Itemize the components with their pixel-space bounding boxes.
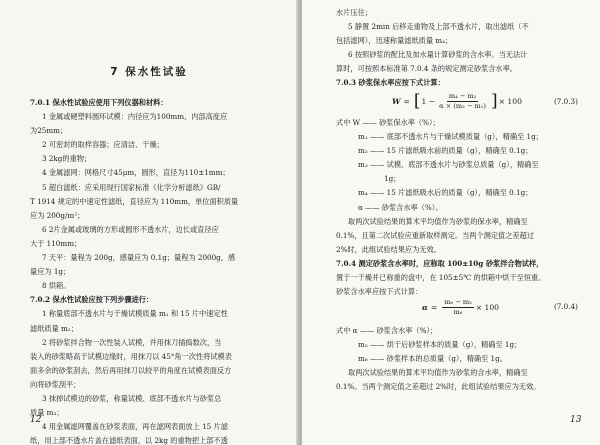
text-line: 0.1%。当两个测定值之差超过 2%时，此组试验结果应为无效。 [336,382,541,392]
right-page-middle [336,116,594,299]
text-line: 4 金属滤网：网格尺寸45μm，圆形，直径为110±1mm； [42,168,230,178]
page-number-right: 13 [570,415,582,425]
text-line: 1g； [384,174,401,184]
text-line: m₆ —— 砂浆样本的总质量（g），精确至 1g。 [358,354,507,364]
formula-numerator: m₄ − m₂ [448,91,477,100]
text-line: 2%时，此组试验结果应为无效。 [336,244,441,254]
text-line: 式中 W —— 砂浆保水率（%）； [336,118,440,127]
text-line: 1 金属或硬塑料圆环试模：内径应为100mm、内部高度应 [42,112,228,122]
text-line: m₁ —— 底部不透水片与干燥试模质量（g），精确至 1g； [358,132,543,142]
page-number-left: 12 [30,415,42,425]
formula-fraction [442,298,474,317]
clause-heading: 7.0.4 测定砂浆含水率时，应称取 100±10g 砂浆拌合物试样， [336,258,544,268]
text-line: 应为 200g/m²； [30,210,85,220]
text-line: 6 2片金属或玻璃的方形或圆形不透水片，边长或直径应 [42,224,219,234]
text-line: m₄ —— 15 片滤纸吸水后的质量（g），精确至 0.1g； [358,188,533,198]
formula-times: × 100 [475,302,500,312]
text-line: 纸，用上部不透水片盖在滤纸表面，以 2kg 的重物把上部不透 [30,436,228,445]
text-line: 式中 α —— 砂浆含水率（%）； [336,326,438,335]
right-page [302,0,600,445]
text-line: 滤纸质量 m₂； [30,323,78,333]
text-line: 质量 m₃； [30,408,64,418]
text-line: 面多余的砂浆刮去，然后再用抹刀以较平的角度在试模表面反方 [30,365,232,375]
text-line: 4 用金属滤网覆盖在砂浆表面，再在滤网表面放上 15 片滤 [42,422,228,432]
left-page [0,0,298,445]
formula-one-minus: 1 − [421,96,436,106]
text-line: 量应为 1g； [30,267,71,277]
text-line: 2 将砂浆拌合物一次性装入试模，并用抹刀插捣数次，当 [42,337,222,347]
formula-numerator: m₆ − m₅ [444,297,472,306]
text-line: 水片压住； [336,8,372,17]
text-line: 1 称量底部不透水片与干燥试模质量 m₁ 和 15 片中速定性 [42,309,228,319]
text-line: 8 烘箱。 [42,281,71,291]
formula-water-retention: W = [ 1 − $\frac{\text{m₄ − m₂}}{\text{α × (m₃ − m₁)}}$ ] × 100 [392,90,522,111]
text-line: 向将砂浆刮平； [30,379,81,389]
text-line: 取两次试验结果的算术平均值作为砂浆的保水率，精确至 [348,216,528,226]
right-page-bottom [336,324,594,394]
formula-fraction [437,92,488,111]
clause-heading: 7.0.3 砂浆保水率应按下式计算： [336,78,445,88]
text-line: 3 2kg的重物； [42,154,92,164]
formula-lhs: W [392,96,401,106]
chapter-title: 7 保水性试验 [110,66,188,78]
text-line: 3 抹掉试模边的砂浆，称量试模、底部不透水片与砂浆总 [42,393,222,403]
formula-lhs: α [422,302,428,312]
text-line: T 1914 规定的中速定性滤纸，直径应为 110mm，单位面积质量 [30,196,239,206]
text-line: 包括滤网），迅速称量滤纸质量 m₄； [336,36,453,46]
formula-bracket-close: ] [490,90,498,111]
formula-bracket-open: [ [413,90,421,111]
text-line: 6 按照砂浆的配比及加水量计算砂浆的含水率。当无法计 [348,50,528,60]
text-line: m₃ —— 试模、底部不透水片与砂浆总质量（g），精确至 [358,160,539,170]
text-line: m₅ —— 烘干后砂浆样本的质量（g），精确至 1g； [358,340,522,350]
equation-number: (7.0.3) [554,97,578,106]
text-line: 为25mm； [30,126,68,136]
formula-denominator: m₆ [453,307,463,316]
text-line: 砂浆含水率应按下式计算： [336,287,423,297]
text-line: 装入的砂浆略高于试模边缘时，用抹刀以 45°角一次性将试模表 [30,351,232,361]
left-page-body [30,96,292,445]
text-line: 7 天平：量程为 200g，感量应为 0.1g；量程为 2000g，感 [42,253,236,263]
text-line: α —— 砂浆含水率（%）。 [358,202,443,212]
formula-denominator: α × (m₃ − m₁) [439,101,486,110]
text-line: 置于一干燥并已称重的盘中，在 105±5℃ 的烘箱中烘干至恒重。 [336,273,546,283]
clause-heading: 7.0.2 保水性试验应按下列步骤进行： [30,295,154,305]
text-line: 大于 110mm； [30,238,82,248]
text-line: 5 静置 2min 后移走重物及上部不透水片，取出滤纸（不 [348,22,529,32]
equation-number: (7.0.4) [554,302,578,311]
right-page-top [336,6,594,91]
formula-times: × 100 [498,96,522,106]
text-line: 2 可密封的取样容器；应清洁、干燥； [42,140,164,150]
text-line: 0.1%，且第二次试验应重新取样测定。当两个测定值之差超过 [336,230,534,240]
text-line: 算时，可按照本标准第 7.0.4 条的规定测定砂浆含水率。 [336,64,517,74]
text-line: 取两次试验结果的算术平均值作为砂浆的含水率，精确至 [348,368,528,378]
formula-water-content: α = $\frac{\text{m₆ − m₅}}{\text{m₆}}$ × 100 [422,297,500,316]
text-line: m₂ —— 15 片滤纸吸水前的质量（g），精确至 0.1g； [358,146,533,156]
clause-heading: 7.0.1 保水性试验应使用下列仪器和材料： [30,98,168,107]
text-line: 5 超白滤纸：应采用现行国家标准《化学分析滤纸》GB/ [42,182,221,192]
